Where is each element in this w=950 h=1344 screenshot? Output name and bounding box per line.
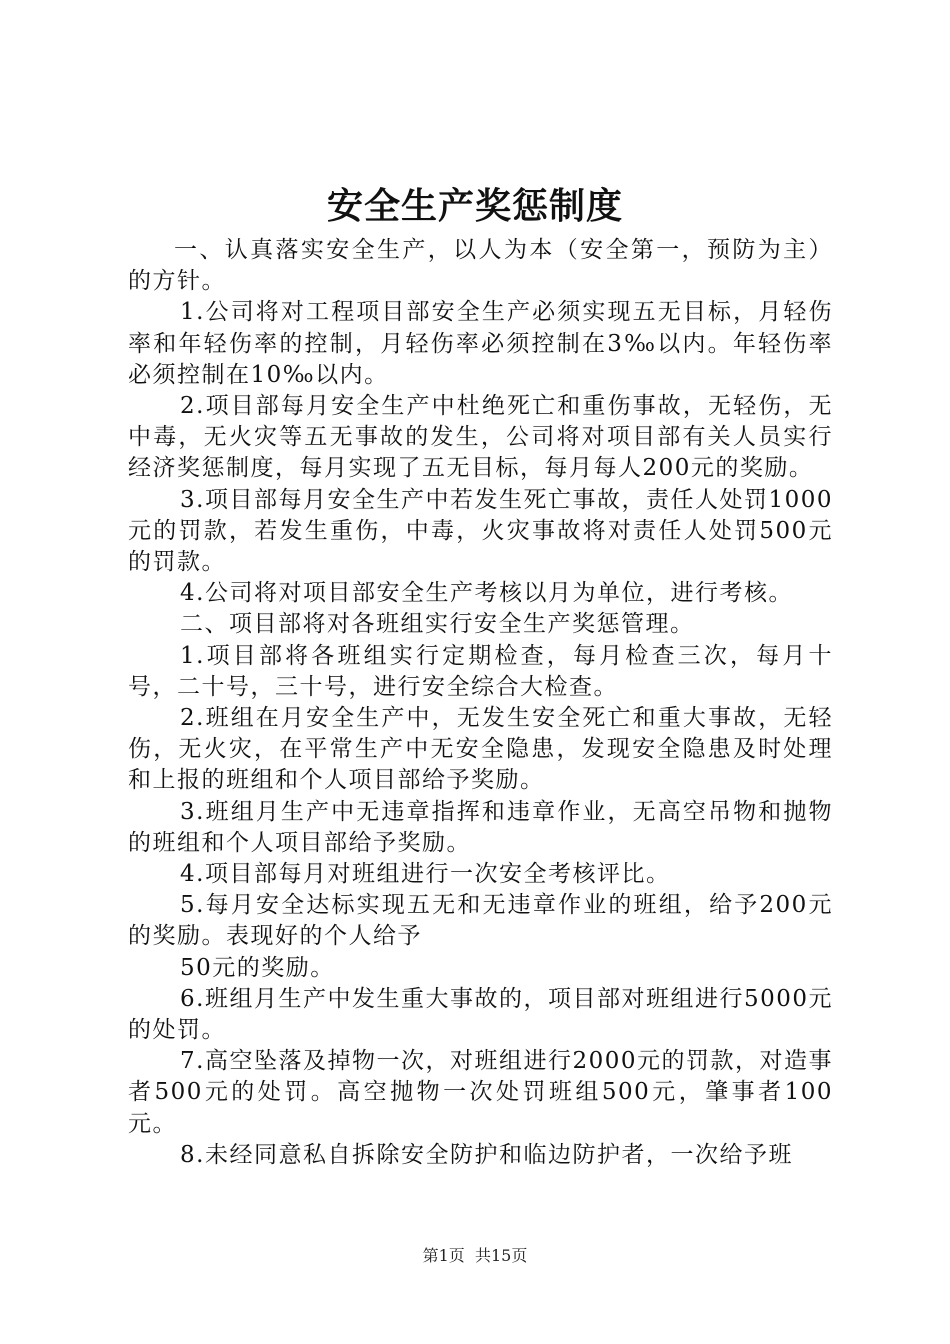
paragraph: 7.高空坠落及掉物一次，对班组进行2000元的罚款，对造事者500元的处罚。高空抛物一次处罚班组500元，肇事者100元。	[128, 1048, 833, 1137]
document-body	[128, 235, 833, 1171]
paragraph: 1.公司将对工程项目部安全生产必须实现五无目标，月轻伤率和年轻伤率的控制，月轻伤率必须控制在3‰以内。年轻伤率必须控制在10‰以内。	[128, 299, 833, 388]
paragraph: 4.项目部每月对班组进行一次安全考核评比。	[180, 861, 671, 888]
section-heading-2: 二、项目部将对各班组实行安全生产奖惩管理。	[180, 611, 695, 638]
paragraph: 4.公司将对项目部安全生产考核以月为单位，进行考核。	[180, 580, 793, 607]
paragraph: 3.班组月生产中无违章指挥和违章作业，无高空吊物和抛物的班组和个人项目部给予奖励。	[128, 798, 833, 856]
paragraph: 8.未经同意私自拆除安全防护和临边防护者，一次给予班	[180, 1141, 793, 1168]
paragraph: 6.班组月生产中发生重大事故的，项目部对班组进行5000元的处罚。	[128, 985, 833, 1044]
paragraph: 2.班组在月安全生产中，无发生安全死亡和重大事故，无轻伤，无火灾，在平常生产中无安全隐患，发现安全隐患及时处理和上报的班组和个人项目部给予奖励。	[128, 705, 833, 794]
page-number: 第1页	[422, 1246, 465, 1265]
page-footer	[0, 1245, 950, 1267]
page-total: 共15页	[474, 1246, 528, 1265]
paragraph: 50元的奖励。	[180, 954, 335, 981]
paragraph: 5.每月安全达标实现五无和无违章作业的班组，给予200元的奖励。表现好的个人给予	[128, 892, 833, 950]
paragraph: 3.项目部每月安全生产中若发生死亡事故，责任人处罚1000元的罚款，若发生重伤，中毒，火灾事故将对责任人处罚500元的罚款。	[128, 486, 833, 576]
paragraph: 1.项目部将各班组实行定期检查，每月检查三次，每月十号，二十号，三十号，进行安全综合大检查。	[128, 642, 833, 700]
document-title: 安全生产奖惩制度	[326, 185, 623, 227]
paragraph: 2.项目部每月安全生产中杜绝死亡和重伤事故，无轻伤，无中毒，无火灾等五无事故的发生，公司将对项目部有关人员实行经济奖惩制度，每月实现了五无目标，每月每人200元的奖励。	[128, 393, 833, 482]
section-heading-1: 一、认真落实安全生产，以人为本（安全第一，预防为主）的方针。	[128, 237, 833, 295]
